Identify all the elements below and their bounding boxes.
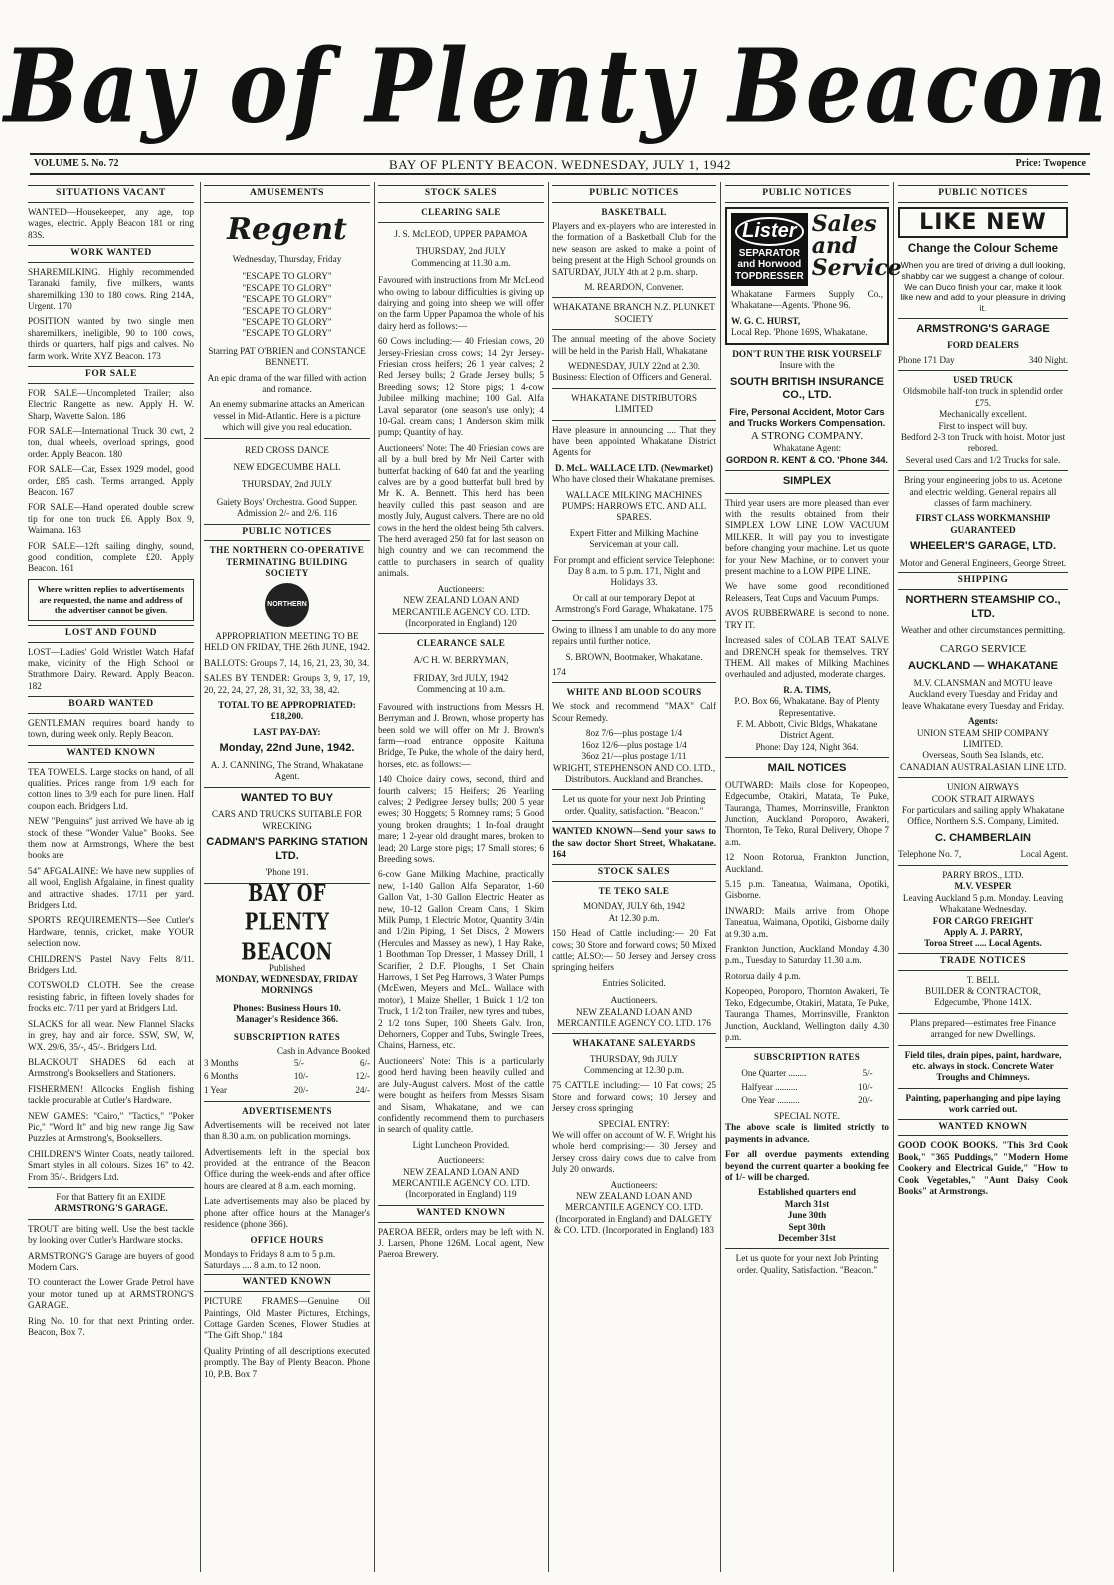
- column-garage-shipping: [898, 182, 1068, 1572]
- auctioneers-label: Auctioneers:: [610, 1179, 658, 1190]
- sale-date: THURSDAY, 2nd JULY: [415, 246, 507, 257]
- divider: [898, 470, 1068, 471]
- luncheon-note: Light Luncheon Provided.: [412, 1139, 510, 1150]
- theatre-name: Regent: [227, 211, 347, 247]
- divider: [28, 1219, 194, 1220]
- section-heading: PUBLIC NOTICES: [725, 185, 889, 203]
- published-label: Published: [268, 962, 306, 973]
- parry-company: PARRY BROS., LTD.: [942, 869, 1024, 880]
- column-rule: [720, 182, 721, 1572]
- ad-number: 174: [552, 666, 566, 677]
- classified-ad: LOST—Ladies' Gold Wristlet Watch Hafaf make, vicinity of the High School or Strathmore Dairy. Reward. Apply Beacon. 182: [28, 646, 194, 691]
- column-notices-mail: [725, 182, 902, 1572]
- sale-body: Favoured with instructions from Messrs H. Berryman and J. Brown, whose property has been sold we will offer on Mr J. Brown's farm—road entrance opposite Kaituna Bridge, Te Puke, the whole of the dairy herd, horses, etc. as follows:—: [378, 701, 544, 769]
- dance-info: Gaiety Boys' Orchestra. Good Supper. Admission 2/- and 2/6. 116: [216, 496, 358, 519]
- notice-body: The annual meeting of the above Society will be held in the Parish Hall, Whakatane: [552, 334, 716, 356]
- notice-body: Let us quote for your next Job Printing order. Quality, Satisfaction. "Beacon.": [735, 1253, 879, 1275]
- divider: [725, 470, 889, 471]
- district-agent: F. M. Abbott, Civic Bldgs, Whakatane District Agent.: [736, 718, 878, 741]
- auctioneer-firm: NEW ZEALAND LOAN AND MERCANTILE AGENCY CO. LTD. (Incorporated in England) 119: [392, 1166, 530, 1200]
- section-heading: SHIPPING: [898, 572, 1068, 590]
- cargo-heading: CARGO SERVICE: [939, 642, 1027, 655]
- tender-groups: SALES BY TENDER: Groups 3, 9, 17, 19, 20, 22, 24, 27, 28, 31, 32, 33, 38, 42.: [204, 673, 370, 695]
- builder-stock: Field tiles, drain pipes, paint, hardware, etc. always in stock. Concrete Water Troughs and Chimneys.: [904, 1049, 1062, 1083]
- section-heading: WANTED KNOWN: [204, 1274, 370, 1292]
- entries-note: Entries Solicited.: [602, 977, 666, 988]
- classified-ad: SPORTS REQUIREMENTS—See Cutler's Hardware, tennis, cricket, make YOUR selection now.: [28, 915, 194, 949]
- wheelers-info: Motor and General Engineers, George Street.: [899, 557, 1067, 568]
- film-description: An enemy submarine attacks an American vessel in Mid-Atlantic. Here is a picture which will give you real education.: [209, 399, 365, 433]
- advert-rule: Advertisements will be received not later than 8.30 a.m. on publication mornings.: [204, 1119, 370, 1142]
- section-heading: LOST AND FOUND: [28, 625, 194, 643]
- divider: [898, 370, 1068, 371]
- divider: [898, 1013, 1068, 1014]
- mail-notices-heading: MAIL NOTICES: [767, 762, 847, 775]
- agent-company: UNION STEAM SHIP COMPANY LIMITED.: [916, 727, 1050, 750]
- used-truck-heading: USED TRUCK: [953, 375, 1013, 385]
- workmanship-guarantee: FIRST CLASS WORKMANSHIP GUARANTEED: [915, 513, 1051, 535]
- divider: [552, 420, 716, 421]
- sale-heading: CLEARANCE SALE: [416, 638, 506, 649]
- airways-name: COOK STRAIT AIRWAYS: [931, 793, 1035, 804]
- classified-ad: BLACKOUT SHADES 6d each at Armstrong's Booksellers and Stationers.: [28, 1056, 194, 1079]
- like-new-banner: LIKE NEW: [898, 207, 1068, 238]
- price-line: 36oz 21/—plus postage 1/11: [581, 751, 687, 762]
- quarters-label: Established quarters end: [757, 1187, 857, 1198]
- wanted-to-buy-heading: WANTED TO BUY: [240, 791, 334, 804]
- sale-time: Commencing at 10 a.m.: [416, 684, 506, 695]
- notice-body: We stock and recommend "MAX" Calf Scour Remedy.: [552, 701, 716, 723]
- notice-heading: WHAKATANE BRANCH N.Z. PLUNKET SOCIETY: [553, 302, 715, 324]
- quarter-end: June 30th: [787, 1210, 827, 1221]
- sale-items: 75 CATTLE including:— 10 Fat cows; 25 Store and forward cows; 10 Jersey and Jersey cross springing: [552, 1080, 716, 1114]
- divider: [898, 865, 1068, 866]
- divider: [898, 318, 1068, 319]
- divider: [204, 438, 370, 439]
- notice-heading: BASKETBALL: [601, 206, 667, 217]
- phone-day: Phone 171 Day: [898, 354, 955, 365]
- agents-label: Agents:: [967, 716, 999, 727]
- simplex-body: Third year users are more pleased than ever with the results obtained from their SIMPLEX LOW LINE LOW VACUUM MILKER. It will pay you to investigate before changing your machine. Let us quote for your New Machine, or to convert your present machine to a LOW PIPE LINE.: [725, 497, 889, 577]
- battery-ad-line: For that Battery fit an EXIDE: [56, 1191, 166, 1202]
- manager-phone: Manager's Residence 366.: [236, 1014, 338, 1025]
- subscription-table: [204, 1057, 370, 1096]
- notice-body: WRIGHT, STEPHENSON AND CO. LTD., Distributors. Auckland and Branches.: [552, 762, 716, 784]
- classified-ad: ARMSTRONG'S Garage are buyers of good Modern Cars.: [28, 1250, 194, 1272]
- auctioneers-note: Auctioneers' Note: The 40 Friesian cows are all by a bull bred by Mr Neil Carter with butterfat backing of 640 fat and the yearling calves are by a good butterfat bull bred by Mr K. A. Bennett. This herd has been heavily culled this past season and are mostly July, August calvers. There are no old cows in the herd the oldest being 5th calvers. The herd averaged 250 fat for last season on high country and we can recommend the cattle to purchasers in search of quality animals.: [378, 442, 544, 579]
- divider: [552, 329, 716, 330]
- section-heading: WANTED KNOWN: [378, 1205, 544, 1223]
- meeting-notice: APPROPRIATION MEETING TO BE HELD ON FRIDAY, THE 26th JUNE, 1942.: [204, 630, 370, 653]
- rep-name: W. G. C. HURST,: [731, 315, 801, 326]
- sale-vendor: J. S. McLEOD, UPPER PAPAMOA: [394, 228, 528, 239]
- subscription-heading: SUBSCRIPTION RATES: [753, 1052, 861, 1063]
- section-heading: SITUATIONS VACANT: [28, 185, 194, 203]
- notice-body: For prompt and efficient service Telephone: Day 8 a.m. to 5 p.m. 171, Night and Holidays 33.: [553, 554, 715, 588]
- divider: [552, 789, 716, 790]
- notice-heading: WHAKATANE DISTRIBUTORS LIMITED: [571, 392, 697, 415]
- classified-ad: TO counteract the Lower Grade Petrol have your motor tuned up at ARMSTRONG'S GARAGE.: [28, 1277, 194, 1311]
- issue-date: BAY OF PLENTY BEACON. WEDNESDAY, JULY 1, 1942: [389, 157, 731, 172]
- colour-scheme-heading: Change the Colour Scheme: [907, 243, 1059, 256]
- notice-signature: M. REARDON, Convener.: [584, 281, 684, 292]
- classified-ad: CHILDREN'S Winter Coats, neatly tailored. Smart styles in all colours. Sizes 16" to 42. From 35/-. Bridgers Ltd.: [28, 1148, 194, 1182]
- section-heading: PUBLIC NOTICES: [898, 185, 1068, 203]
- special-note: For all overdue payments extending beyond the current quarter a booking fee of 1/- will be charged.: [725, 1149, 889, 1182]
- notice-body: Owing to illness I am unable to do any more repairs until further notice.: [552, 624, 716, 647]
- newspaper-title: Bay of Plenty Beacon: [4, 26, 1110, 146]
- advertisements-heading: ADVERTISEMENTS: [242, 1105, 332, 1116]
- auctioneer-firm: NEW ZEALAND LOAN AND MERCANTILE AGENCY CO. LTD. (Incorporated in England) 120: [392, 595, 530, 628]
- sale-time: Commencing at 12.30 p.m.: [583, 1064, 685, 1075]
- meeting-date: WEDNESDAY, JULY 22nd at 2.30.: [567, 360, 701, 371]
- special-entry: SPECIAL ENTRY:: [598, 1118, 670, 1129]
- film-title: "ESCAPE TO GLORY": [242, 328, 332, 339]
- publication-days: MONDAY, WEDNESDAY, FRIDAY MORNINGS: [215, 974, 359, 996]
- column-rule: [374, 182, 375, 1572]
- engineering-body: Bring your engineering jobs to us. Acetone and electric welding. General repairs all classes of farm machinery.: [904, 475, 1062, 509]
- divider: [378, 222, 544, 223]
- classified-ad: TEA TOWELS. Large stocks on hand, of all qualities. Prices range from 1/9 each for cotton lines to 3/9 each for pure linen. Half coupon each. Bridgers Ltd.: [28, 766, 194, 811]
- lister-agents: Whakatane Farmers Supply Co., Whakatane—Agents. 'Phone 96.: [731, 289, 883, 311]
- agent-service: Overseas, South Sea Islands, etc.: [922, 750, 1044, 761]
- builder-name: T. BELL: [966, 974, 1000, 985]
- rep-name: R. A. TIMS,: [783, 684, 831, 695]
- phone-night: 340 Night.: [1028, 354, 1068, 365]
- sale-time: At 12.30 p.m.: [608, 912, 660, 923]
- film-title: "ESCAPE TO GLORY": [242, 282, 332, 293]
- shipping-note: Weather and other circumstances permitting.: [900, 625, 1066, 636]
- divider: [552, 821, 716, 822]
- sales-service-script: Sales and Service: [811, 210, 902, 281]
- simplex-body: AVOS RUBBERWARE is second to none. TRY IT.: [725, 608, 889, 630]
- ballot-groups: BALLOTS: Groups 7, 14, 16, 21, 23, 30, 34.: [204, 657, 370, 668]
- classified-ad: CHILDREN'S Pastel Navy Felts 8/11. Bridgers Ltd.: [28, 953, 194, 976]
- cargo-route: AUCKLAND — WHAKATANE: [908, 660, 1058, 673]
- notice-body: Business: Election of Officers and General.: [552, 372, 712, 383]
- local-agent-phone: [898, 849, 1068, 860]
- classified-ad: FOR SALE—Car, Essex 1929 model, good order, £85 cash. Terms arranged. Apply Beacon. 167: [28, 464, 194, 498]
- divider: [725, 757, 889, 758]
- sale-machinery: 6-cow Gane Milking Machine, practically new, 1-140 Gallon Alfa Separator, 1-60 Gallon Vat, 1-30 Gallon Electric Heater as new, 10-12 Gallon Cream Cans, 1 Skim Milk Pump, 1 Electric Motor, Quantity 3/4in and 1/2in Piping, 1 Set Discs, 2 Mowers (Hercules and Massey as new), 1 Hay Rake, 1 Boothman Top Dresser, 1 Massey Drill, 1 Scarifier, 2 D.F. Ploughs, 1 Set Chain Harrows, 1 Set Peg Harrows, 3 Water Pumps (McEwen, Meyers and McL. Wallace with motor), 1 Maize Sheller, 1 Buick 1 1/2 ton Truck, 1 1/2 ton Trailer, new tyres and tubes, 2 1/2 tons Super, 100 Sheets Galv. Iron, Dehorners, Copper and Tubs, Swingle Trees, Chains, Harness, etc.: [378, 869, 544, 1051]
- section-heading: FOR SALE: [28, 366, 194, 384]
- film-title: "ESCAPE TO GLORY": [242, 305, 332, 316]
- sale-heading: TE TEKO SALE: [598, 886, 670, 897]
- mail-schedule: Frankton Junction, Auckland Monday 4.30 p.m., Tuesday to Saturday 11.30 a.m.: [725, 944, 889, 966]
- table-row: 3 Months 5/- 6/-: [204, 1058, 370, 1069]
- film-title: "ESCAPE TO GLORY": [242, 271, 332, 282]
- shipping-company: NORTHERN STEAMSHIP CO., LTD.: [905, 594, 1061, 620]
- table-row: Halfyear .......... 10/-: [741, 1081, 873, 1092]
- cadmans-name: CADMAN'S PARKING STATION LTD.: [206, 836, 368, 862]
- classified-ad: 54" AFGALAINE: We have new supplies of all wool, English Afgalaine, in finest quality and attractive shades. 17/11 per yard. Bridgers Ltd.: [28, 865, 194, 911]
- insurance-intro: Insure with the: [779, 360, 835, 371]
- divider: [725, 493, 889, 494]
- classified-ad: NEW "Penguins" just arrived We have ab ig stock of these "Wonder Value" Books. See them now at Armstrongs, Where the best books are: [28, 816, 194, 861]
- section-heading: STOCK SALES: [552, 864, 716, 882]
- rep-address: P.O. Box 66, Whakatane. Bay of Plenty Representative.: [734, 696, 880, 718]
- lister-brand: Lister: [735, 217, 804, 246]
- used-truck-line: Oldsmobile half-ton truck in splendid order £75.: [903, 386, 1063, 408]
- price-line: 8oz 7/6—plus postage 1/4: [585, 728, 683, 739]
- table-row: One Quarter ........ 5/-: [741, 1068, 873, 1079]
- insurance-company: SOUTH BRITISH INSURANCE CO., LTD.: [729, 375, 884, 402]
- office-hours-saturday: Saturdays .... 8 a.m. to 12 noon.: [204, 1260, 321, 1271]
- sale-heading: CLEARING SALE: [421, 206, 501, 217]
- dateline: [30, 153, 1090, 175]
- mail-schedule: Kopeopeo, Poroporo, Thornton Awakeri, Te Teko, Edgecumbe, Otakiri, Matata, Te Puke, Tauranga Thames, Morrinsville, Frankton Junction, Auckland, Wellington daily 4.30 p.m.: [725, 986, 889, 1042]
- advert-rule: Late advertisements may also be placed by phone after office hours at the Manager's residence (phone 366).: [204, 1196, 370, 1230]
- freight-agent: Apply A. J. PARRY,: [943, 926, 1023, 937]
- dance-title: RED CROSS DANCE: [245, 444, 329, 455]
- insurance-headline: DON'T RUN THE RISK YOURSELF: [732, 348, 882, 359]
- telephone: Telephone No. 7,: [898, 849, 962, 860]
- special-note-heading: SPECIAL NOTE.: [773, 1110, 840, 1121]
- column-public-notices: [552, 182, 716, 1572]
- builder-trade: BUILDER & CONTRACTOR,: [925, 985, 1041, 996]
- battery-ad-garage: ARMSTRONG'S GARAGE.: [54, 1203, 168, 1214]
- quarter-end: December 31st: [778, 1233, 836, 1243]
- classified-ad: GENTLEMAN requires board handy to town, during week only. Reply Beacon.: [28, 717, 194, 740]
- subscription-table: [741, 1067, 872, 1106]
- classified-ad: FOR SALE—Hand operated double screw tip for one ton truck £6. Apply Box 9, Waimana. 163: [28, 502, 194, 536]
- masthead: [0, 22, 1114, 150]
- used-truck-line: Several used Cars and 1/2 Trucks for sale.: [905, 454, 1061, 465]
- classified-ad: GOOD COOK BOOKS. "This 3rd Cook Book," "365 Puddings," "Modern Home Cookery and Electrical Guide," "How to Cook Vegetables," "Aunt Daisy Cook Books" at Armstrongs.: [898, 1140, 1068, 1196]
- garage-phones: [898, 355, 1068, 366]
- garage-tagline: FORD DEALERS: [947, 340, 1019, 351]
- used-truck-line: Bedford 2-3 ton Truck with hoist. Motor just rebored.: [900, 432, 1066, 454]
- section-heading: PUBLIC NOTICES: [204, 524, 370, 542]
- mail-schedule: Rotorua daily 4 p.m.: [725, 970, 801, 981]
- film-title: "ESCAPE TO GLORY": [242, 316, 332, 327]
- mail-schedule: OUTWARD: Mails close for Kopeopeo, Edgecumbe, Otakiri, Matata, Te Puke, Tauranga, Thames, Morrinsville, Frankton Junction, Auckland Poroporo, Awakeri, Thornton, Te Teko, Rural Delivery, Ohope 7 a.m.: [725, 779, 889, 847]
- quarter-end: Sept 30th: [788, 1221, 826, 1232]
- divider: [552, 1033, 716, 1034]
- film-cast: Starring PAT O'BRIEN and CONSTANCE BENNETT.: [208, 345, 366, 368]
- classified-ad: FOR SALE—12ft sailing dinghy, sound, good condition, complete £20. Apply Beacon. 161: [28, 540, 194, 574]
- classified-ad: Ring No. 10 for that next Printing order. Beacon, Box 7.: [28, 1315, 194, 1338]
- local-agent-name: C. CHAMBERLAIN: [935, 831, 1031, 844]
- builder-phone: Edgecumbe, 'Phone 141X.: [934, 997, 1032, 1008]
- mail-schedule: 5.15 p.m. Taneatua, Waimana, Opotiki, Gisborne.: [725, 879, 889, 901]
- classified-ad: WANTED KNOWN—Send your saws to the saw doctor Short Street, Whakatane. 164: [552, 826, 716, 859]
- mail-schedule: INWARD: Mails arrive from Ohope Taneatua, Waimana, Opotiki, Gisborne daily at 9.30 a.m.: [725, 905, 889, 939]
- mail-schedule: 12 Noon Rotorua, Frankton Junction, Auckland.: [725, 852, 889, 874]
- payday-label: LAST PAY-DAY:: [253, 726, 321, 737]
- table-row: 1 Year 20/- 24/-: [204, 1084, 370, 1095]
- company-name: D. McL. WALLACE LTD. (Newmarket): [555, 462, 713, 473]
- divider: [898, 1088, 1068, 1089]
- total-appropriated: TOTAL TO BE APPROPRIATED: £18,200.: [218, 699, 356, 722]
- classified-ad: FOR SALE—Uncompleted Trailer; also Electric Rangette as new. Apply H. W. Sharp, Wavette Salon. 186: [28, 387, 194, 421]
- divider: [725, 1248, 889, 1249]
- divider: [552, 388, 716, 389]
- section-heading: AMUSEMENTS: [204, 185, 370, 203]
- auctioneers-label: Auctioneers:: [437, 583, 485, 594]
- section-heading: STOCK SALES: [378, 185, 544, 203]
- subscription-columns: Cash in Advance Booked: [276, 1045, 370, 1056]
- divider: [725, 1047, 889, 1048]
- classified-ad: COTSWOLD CLOTH. See the crease resisting fabric, in fifteen lovely shades for frocks etc. 7/11 per yard at Bridgers Ltd.: [28, 980, 194, 1014]
- agent-role: Local Agent.: [1020, 849, 1068, 860]
- simplex-body: We have some good reconditioned Releasers, Teat Cups and Vacuum Pumps.: [725, 581, 889, 603]
- section-heading: WANTED KNOWN: [898, 1119, 1068, 1137]
- auctioneers-label: Auctioneers.: [610, 995, 658, 1006]
- used-truck-line: First to inspect will buy.: [938, 420, 1028, 431]
- column-rule: [200, 182, 201, 1572]
- wanted-to-buy-info: CARS AND TRUCKS SUITABLE FOR WRECKING: [211, 809, 363, 831]
- builder-work: Painting, paperhanging and pipe laying work carried out.: [905, 1092, 1061, 1115]
- sale-items: 60 Cows including:— 40 Friesian cows, 20 Jersey-Friesian cross cows; 14 2yr Jersey-Friesian cross heifers; 26 1 year calves; 2 Red Jersey bulls; 2 Grade Jersey bulls; 5 Breeding sows; 12 Store pigs; 1 4-cow Jubilee milking machine; 100 Gal. Alfa Laval separator (one season's use only); 4 10-Gal. cream cans; 1 Anderson skim milk pump; Quantity of hay.: [378, 336, 544, 438]
- notice-body: Players and ex-players who are interested in the formation of a Basketball Club for the new season are asked to make a point of being present at the High School grounds on SATURDAY, JULY 4th at 2 p.m. sharp.: [552, 220, 716, 277]
- freight-address: Toroa Street ..... Local Agents.: [924, 938, 1042, 949]
- volume-number: VOLUME 5. No. 72: [34, 158, 119, 169]
- sale-body: Favoured with instructions from Mr McLeod who owing to labour difficulties is giving up dairying and going into sheep we will offer on the farm Upper Papamoa the whole of his dairy herd as follows:—: [378, 275, 544, 331]
- film-description: An epic drama of the war filled with action and romance.: [207, 372, 367, 395]
- classified-ad: TROUT are biting well. Use the best tackle by looking over Cutler's Hardware stocks.: [28, 1223, 194, 1246]
- auctioneers-label: Auctioneers:: [437, 1155, 485, 1166]
- vessel-schedule: Leaving Auckland 5 p.m. Monday. Leaving Whakatane Wednesday.: [902, 892, 1064, 915]
- column-classifieds: [28, 182, 194, 1572]
- column-rule: [893, 182, 894, 1572]
- sale-date: FRIDAY, 3rd JULY, 1942: [413, 672, 509, 683]
- divider: [28, 1187, 194, 1188]
- classified-ad: WANTED—Housekeeper, any age, top wages, electric. Apply Beacon 181 or ring 83S.: [28, 206, 194, 240]
- wheelers-name: WHEELER'S GARAGE, LTD.: [909, 540, 1057, 553]
- rep-phone: Local Rep. 'Phone 169S, Whakatane.: [731, 327, 868, 338]
- classified-ad: PICTURE FRAMES—Genuine Oil Paintings, Old Master Pictures, Etchings, Cottage Garden Scenes, Flower Studies at "The Gift Shop." 184: [204, 1296, 370, 1341]
- classified-ad: NEW GAMES: "Cairo," "Tactics," "Poker Pic," "Word It" and big new range Jig Saw Puzzles at Armstrong's, Booksellers.: [28, 1110, 194, 1144]
- society-agent: A. J. CANNING, The Strand, Whakatane Agent.: [210, 759, 364, 782]
- divider: [204, 787, 370, 788]
- divider: [898, 1045, 1068, 1046]
- sale-items: 150 Head of Cattle including:— 20 Fat cows; 30 Store and forward cows; 50 Mixed cattle; ALSO:— 50 Jersey and Jersey cross springing heifers: [552, 928, 716, 973]
- insurance-tagline: A STRONG COMPANY.: [750, 429, 864, 442]
- insurance-types: Fire, Personal Accident, Motor Cars and Trucks Workers Compensation.: [728, 406, 886, 429]
- sale-vendor: A/C H. W. BERRYMAN,: [413, 655, 509, 666]
- price: Price: Twopence: [1015, 158, 1086, 169]
- section-heading: TRADE NOTICES: [898, 953, 1068, 971]
- sale-date: THURSDAY, 9th JULY: [589, 1053, 679, 1064]
- notice-body: Who have closed their Whakatane premises.: [552, 474, 716, 485]
- insurance-agent: GORDON R. KENT & CO. 'Phone 344.: [726, 454, 888, 465]
- sale-heading: WHAKATANE SALEYARDS: [572, 1038, 696, 1049]
- divider: [898, 777, 1068, 778]
- special-note: The above scale is limited strictly to payments in advance.: [725, 1122, 889, 1144]
- price-line: 16oz 12/6—plus postage 1/4: [581, 739, 687, 750]
- freight-heading: FOR CARGO FREIGHT: [932, 915, 1034, 926]
- colour-scheme-body: When you are tired of driving a dull looking, shabby car we suggest a change of colour. We can Duco finish your car, make it look like new and add to your pleasure in driving it.: [900, 260, 1066, 313]
- sale-time: Commencing at 11.30 a.m.: [411, 257, 511, 268]
- notice-body: Let us quote for your next Job Printing order. Quality, satisfaction. "Beacon.": [562, 794, 706, 816]
- society-name: THE NORTHERN CO-OPERATIVE TERMINATING BUILDING SOCIETY: [209, 545, 365, 578]
- section-heading: WANTED KNOWN: [28, 745, 194, 763]
- divider: [552, 682, 716, 683]
- classified-ad: SHAREMILKING. Highly recommended Taranaki family, five milkers, wants sharemilking 130 to 180 cows. Ring 214A, Urgent. 170: [28, 266, 194, 311]
- film-title: "ESCAPE TO GLORY": [242, 294, 332, 305]
- column-stock-sales: [378, 182, 544, 1572]
- builder-service: Plans prepared—estimates free Finance arranged for new Dwellings.: [910, 1017, 1056, 1040]
- auctioneers-note: Auctioneers' Note: This is a particularly good herd having been heavily culled and are July-August calvers. Most of the cattle were bought as heifers from Messrs Sisam and Sisam, Whakatane, and we can confidently recommend them to purchasers in search of quality cattle.: [378, 1055, 544, 1135]
- beacon-banner: BAY OF PLENTY BEACON: [241, 879, 333, 965]
- agent-company: CANADIAN AUSTRALASIAN LINE LTD.: [899, 761, 1067, 772]
- notice-box: Where written replies to advertisements are requested, the name and address of the advertiser cannot be given.: [28, 579, 194, 621]
- lister-logo: [731, 213, 808, 286]
- notice-body: WALLACE MILKING MACHINES PUMPS: HARROWS ETC. AND ALL SPARES.: [561, 489, 707, 523]
- cadmans-phone: 'Phone 191.: [265, 867, 309, 878]
- divider: [552, 620, 716, 621]
- sale-body: We will offer on account of W. F. Wright his whole herd comprising:— 30 Jersey and Jersey cross dairy cows due to calve from July 20 onwards.: [552, 1129, 716, 1175]
- classified-ad: POSITION wanted by two single men sharemilkers, ineligible, 90 to 100 cows, thirds or quarters, half pigs and calves. No farm work. Write XYZ Beacon. 173: [28, 316, 194, 361]
- auctioneer-firm: NEW ZEALAND LOAN AND MERCANTILE AGENCY CO. LTD. (Incorporated in England) and DALGETY & CO. LTD. (Incorporated in England) 183: [554, 1190, 714, 1236]
- society-logo: NORTHERN: [265, 583, 309, 627]
- used-truck-line: Mechanically excellent.: [939, 409, 1027, 420]
- classified-ad: FOR SALE—International Truck 30 cwt, 2 ton, dual wheels, overload springs, good order. Apply Beacon. 180: [28, 425, 194, 459]
- dance-venue: NEW EDGECUMBE HALL: [233, 462, 341, 473]
- simplex-body: Increased sales of COLAB TEAT SALVE and DRENCH speak for themselves. TRY THEM. All makes of Milking Machines overhauled and adjusted, moderate charges.: [725, 635, 889, 680]
- section-heading: PUBLIC NOTICES: [552, 185, 716, 203]
- payday-date: Monday, 22nd June, 1942.: [219, 742, 355, 755]
- notice-signature: S. BROWN, Bootmaker, Whakatane.: [565, 651, 703, 662]
- classified-ad: FISHERMEN! Allcocks English fishing tackle procurable at Cutler's Hardware.: [28, 1083, 194, 1106]
- business-phone: Phones: Business Hours 10.: [233, 1002, 341, 1013]
- airways-info: For particulars and sailing apply Whakatane Office, Northern S.S. Company, Limited.: [901, 805, 1065, 827]
- vessel-name: M.V. VESPER: [954, 881, 1012, 892]
- divider: [204, 1101, 370, 1102]
- office-hours-weekday: Mondays to Fridays 8 a.m to 5 p.m.: [204, 1248, 336, 1259]
- notice-body: Expert Fitter and Milking Machine Serviceman at your call.: [569, 527, 699, 550]
- screening-days: Wednesday, Thursday, Friday: [232, 253, 342, 264]
- notice-body: Have pleasure in announcing .... That they have been appointed Whakatane District Agents for: [552, 424, 716, 458]
- rep-phone: Phone: Day 124, Night 364.: [755, 741, 859, 752]
- sailing-schedule: M.V. CLANSMAN and MOTU leave Auckland every Tuesday and Friday and leave Whakatane every Tuesday and Friday.: [901, 677, 1064, 711]
- classified-ad: SLACKS for all wear. New Flannel Slacks in grey, hay and air force. SSW, SW, W, WX. 29/6, 35/-, 45/-. Bridgers Ltd.: [28, 1018, 194, 1052]
- classified-ad: PAEROA BEER, orders may be left with N. J. Larsen, Phone 126M. Local agent, New Paeroa Brewery.: [378, 1226, 544, 1260]
- divider: [378, 633, 544, 634]
- dance-date: THURSDAY, 2nd JULY: [241, 479, 333, 490]
- sale-items: 140 Choice dairy cows, second, third and fourth calvers; 15 Heifers; 26 Yearling calves; 2 Pedigree Jersey bulls; 200 5 year ewes; 30 Hoggets; 5 Romney rams; 5 Good young broken draughts; 1 In-foal draught mare; 1 2-year old draught mares, broken to lead; 20 Large store pigs; 17 Small stores; 6 Breeding sows.: [378, 774, 544, 864]
- auctioneer-firm: NEW ZEALAND LOAN AND MERCANTILE AGENCY CO. LTD. 176: [557, 1006, 711, 1028]
- simplex-heading: SIMPLEX: [782, 475, 832, 487]
- advert-rule: Advertisements left in the special box provided at the entrance of the Beacon Office during the week-ends and after office hours are cleared at 8 a.m. each morning.: [204, 1146, 370, 1191]
- table-row: 6 Months 10/- 12/-: [204, 1071, 370, 1082]
- lister-products: SEPARATOR and Horwood TOPDRESSER: [735, 247, 804, 282]
- lister-advert: [725, 207, 902, 345]
- column-rule: [548, 182, 549, 1572]
- airways-name: UNION AIRWAYS: [947, 782, 1019, 793]
- subscription-heading: SUBSCRIPTION RATES: [233, 1031, 341, 1042]
- column-amusements: [204, 182, 370, 1572]
- quarter-end: March 31st: [784, 1198, 830, 1209]
- section-heading: BOARD WANTED: [28, 696, 194, 714]
- classified-ad: Quality Printing of all descriptions executed promptly. The Bay of Plenty Beacon. Phone 10, P.B. Box 7: [204, 1345, 370, 1379]
- notice-body: Or call at our temporary Depot at Armstrong's Ford Garage, Whakatane. 175: [555, 592, 713, 615]
- notice-heading: WHITE AND BLOOD SCOURS: [566, 687, 702, 698]
- table-row: One Year .......... 20/-: [741, 1094, 873, 1105]
- office-hours-heading: OFFICE HOURS: [250, 1234, 324, 1245]
- garage-name: ARMSTRONG'S GARAGE: [916, 322, 1050, 335]
- insurance-agent-label: Whakatane Agent:: [772, 443, 842, 454]
- divider: [552, 297, 716, 298]
- sale-date: MONDAY, JULY 6th, 1942: [582, 901, 686, 912]
- section-heading: WORK WANTED: [28, 245, 194, 263]
